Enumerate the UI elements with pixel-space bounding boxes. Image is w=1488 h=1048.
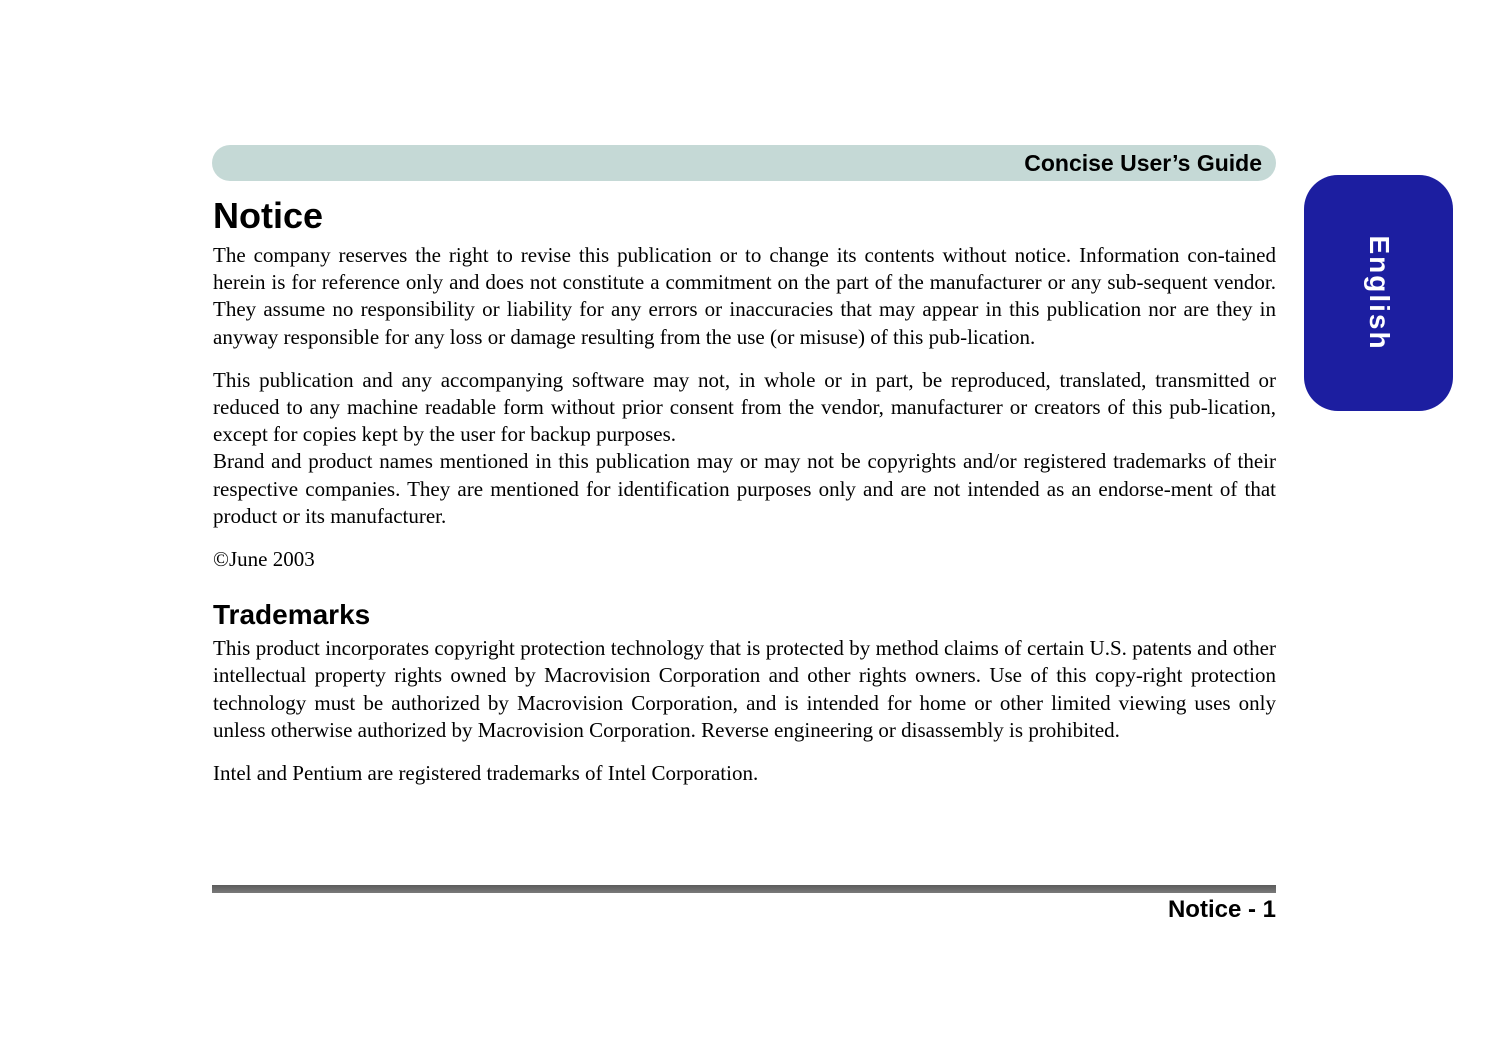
language-tab-label: English [1363, 235, 1395, 351]
header-bar [212, 145, 1276, 181]
page-content [213, 192, 1276, 787]
trademarks-heading: Trademarks [213, 599, 371, 631]
language-tab[interactable] [1304, 175, 1453, 411]
page-number: Notice - 1 [1167, 896, 1276, 923]
copyright-date: ©June 2003 [213, 547, 315, 572]
guide-title: Concise User’s Guide [1024, 150, 1262, 176]
notice-paragraph: This publication and any accompanying software may not, in whole or in part, be reproduced, translated, transmitted or reduced to any machine readable form without prior consent from the vendor, manufacturer or creators of this pub-lication, except for copies kept by the user for backup purposes. [213, 367, 1276, 447]
footer-rule [212, 885, 1276, 893]
trademarks-paragraph: Intel and Pentium are registered trademarks of Intel Corporation. [213, 761, 759, 786]
notice-heading: Notice [213, 195, 324, 236]
notice-paragraph: The company reserves the right to revise this publication or to change its contents without notice. Information con-tained herein is for reference only and does not constitute a commitment on the part of the manufacturer or any sub-sequent vendor. They assume no responsibility or liability for any errors or inaccuracies that may appear in this publication nor are they in anyway responsible for any loss or damage resulting from the use (or misuse) of this pub-lication. [213, 243, 1276, 349]
notice-paragraph: Brand and product names mentioned in this publication may or may not be copyrights and/or registered trademarks of their respective companies. They are mentioned for identification purposes only and are not intended as an endorse-ment of that product or its manufacturer. [213, 449, 1276, 528]
trademarks-paragraph: This product incorporates copyright protection technology that is protected by method claims of certain U.S. patents and other intellectual property rights owned by Macrovision Corporation and other rights owners. Use of this copy-right protection technology must be authorized by Macrovision Corporation, and is intended for home or other limited viewing uses only unless otherwise authorized by Macrovision Corporation. Reverse engineering or disassembly is prohibited. [213, 636, 1276, 742]
